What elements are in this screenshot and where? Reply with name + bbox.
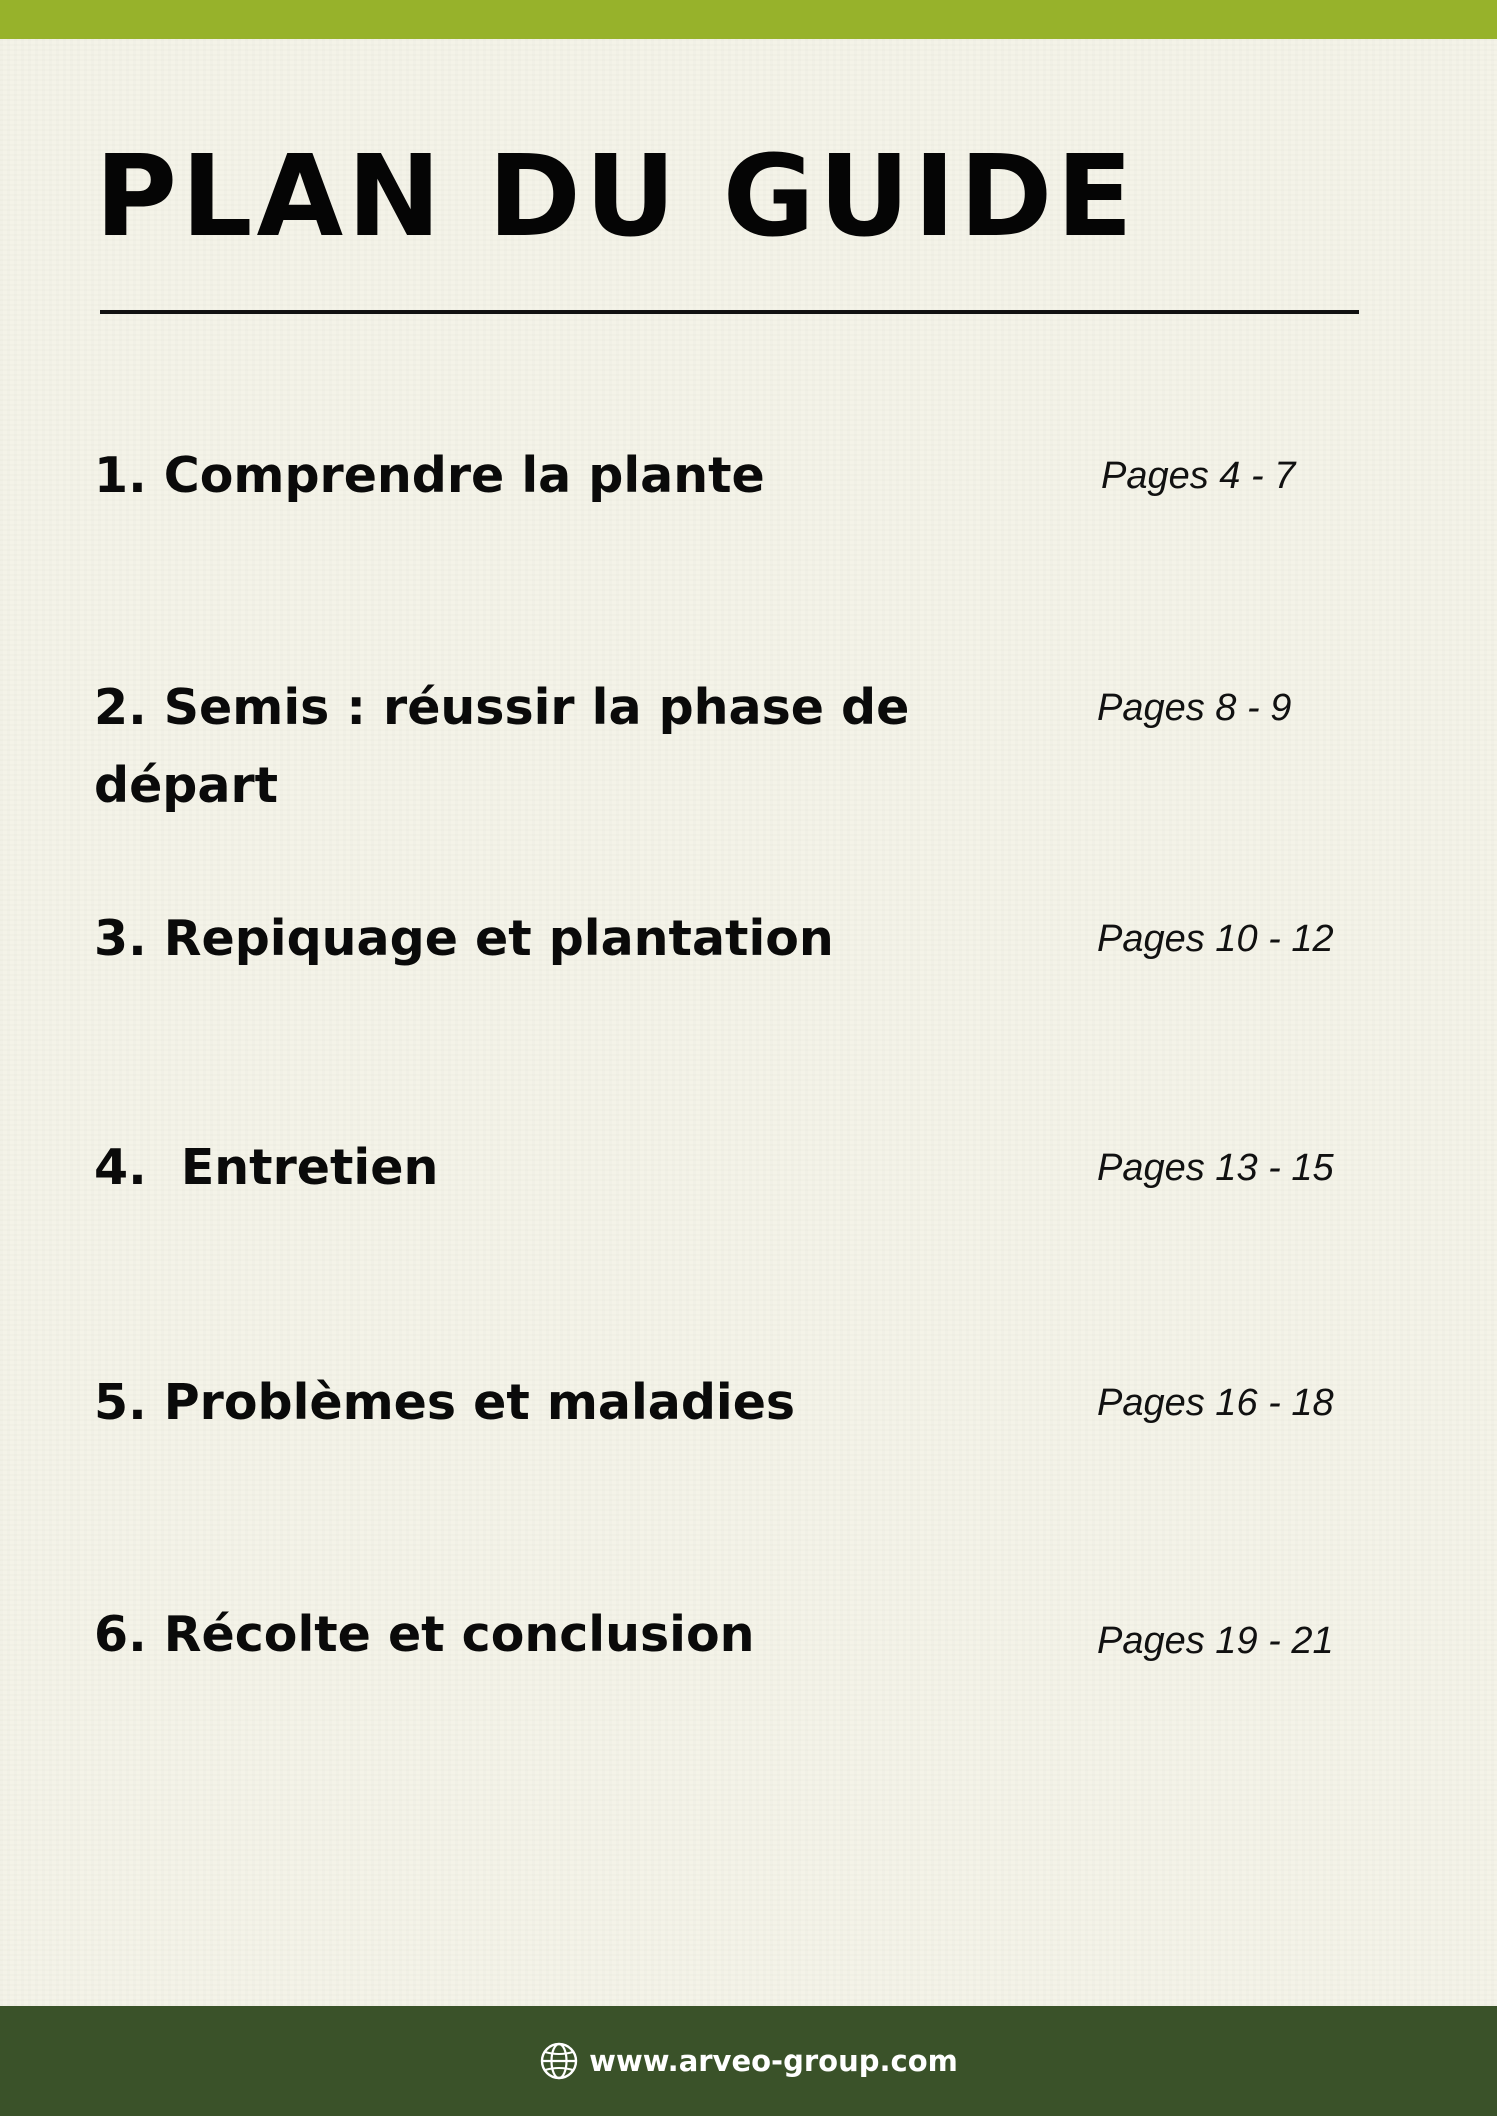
toc-entry-label: 6. Récolte et conclusion [94,1606,755,1663]
toc-entry-label: 4. Entretien [94,1139,439,1196]
toc-entry-pages: Pages 10 - 12 [1097,918,1334,960]
toc-entry-pages: Pages 13 - 15 [1097,1147,1334,1189]
title-divider [100,310,1359,314]
footer-link[interactable] [539,2041,958,2081]
toc-entry-label: 1. Comprendre la plante [94,447,765,504]
toc-entry-label: 5. Problèmes et maladies [94,1374,796,1431]
toc-entry-label: 2. Semis : réussir la phase de départ [94,679,927,814]
globe-icon [539,2041,579,2081]
toc-entry-pages: Pages 4 - 7 [1101,455,1296,497]
toc-entry-pages: Pages 16 - 18 [1097,1382,1334,1424]
toc-entry-pages: Pages 19 - 21 [1097,1620,1334,1662]
toc-entry-pages: Pages 8 - 9 [1097,687,1292,729]
top-accent-bar [0,0,1497,39]
website-url[interactable]: www.arveo-group.com [589,2044,958,2078]
page-title: PLAN DU GUIDE [95,132,1137,262]
toc-entry-label: 3. Repiquage et plantation [94,910,834,967]
footer-bar [0,2006,1497,2116]
